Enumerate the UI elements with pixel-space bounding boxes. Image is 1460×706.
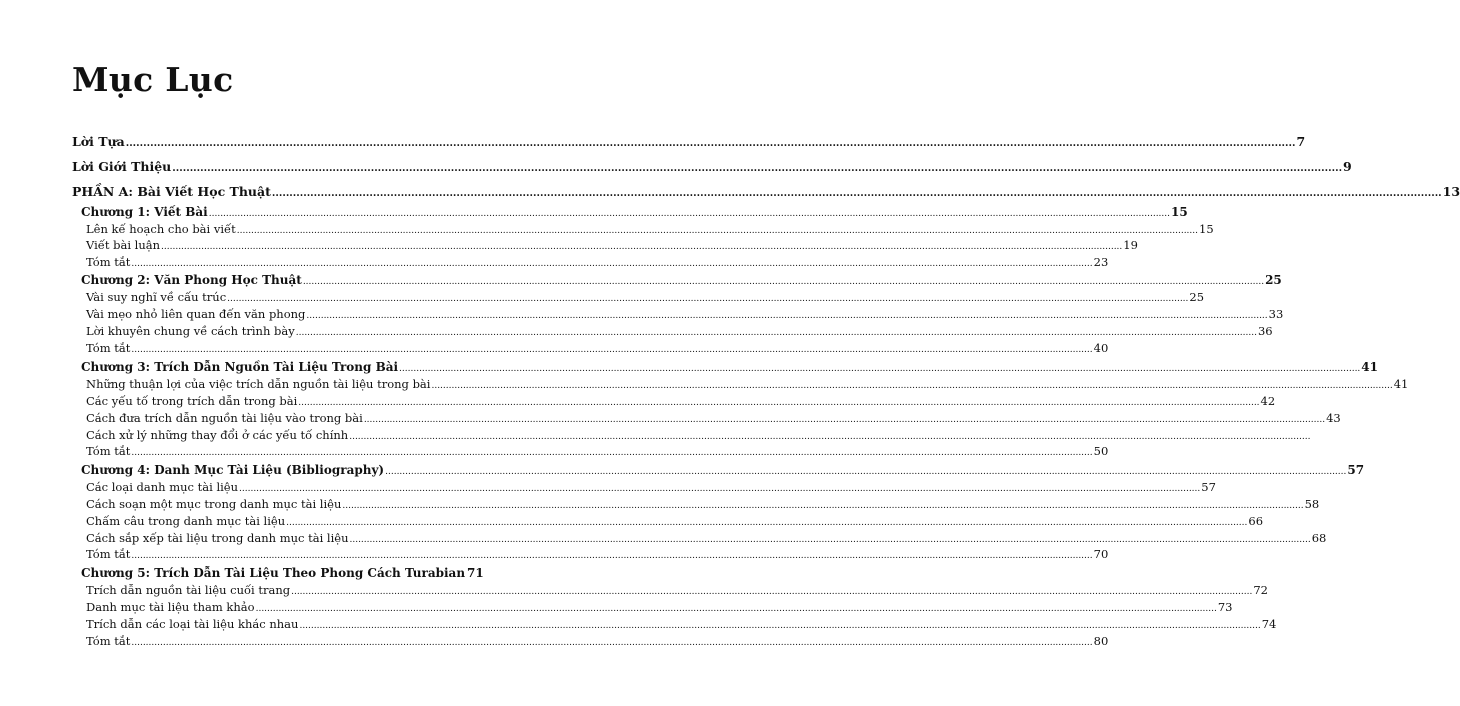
toc-entry-chapter-1[interactable] (81, 205, 1188, 219)
dot-leader (431, 377, 1392, 391)
dot-leader (172, 159, 1342, 174)
toc-entry-page: 36 (1257, 324, 1273, 338)
toc-entry-label: Chấm câu trong danh mục tài liệu (86, 514, 286, 528)
toc-entry-part-a[interactable] (72, 184, 1460, 199)
toc-entry-label: Lời khuyên chung về cách trình bày (86, 324, 295, 338)
page-title: Mục Lục (72, 60, 234, 99)
toc-entry-page: 19 (1123, 238, 1138, 252)
toc-entry-page: 15 (1199, 222, 1214, 236)
dot-leader (131, 255, 1092, 269)
toc-entry-section[interactable] (86, 307, 1284, 321)
dot-leader (227, 290, 1188, 304)
toc-entry-page: 43 (1326, 411, 1341, 425)
toc-entry-section[interactable] (86, 255, 1109, 269)
dot-leader (399, 360, 1360, 374)
dot-leader (364, 411, 1325, 425)
toc-entry-page: 7 (1296, 134, 1306, 149)
toc-entry-chapter-5[interactable] (81, 566, 484, 580)
toc-entry-section[interactable] (86, 394, 1276, 408)
toc-entry-label: Cách xử lý những thay đổi ở các yếu tố chính (86, 428, 349, 442)
toc-entry-label: Lên kế hoạch cho bài viết (86, 222, 236, 236)
toc-entry-label: Tóm tắt (86, 634, 131, 648)
dot-leader (131, 547, 1092, 561)
toc-entry-page: 74 (1261, 617, 1277, 631)
dot-leader (296, 324, 1257, 338)
toc-entry-label: Chương 1: Viết Bài (81, 205, 208, 219)
toc-entry-section[interactable] (86, 514, 1264, 528)
toc-entry-label: Chương 3: Trích Dẫn Nguồn Tài Liệu Trong Bài (81, 360, 399, 374)
toc-entry-label: Viết bài luận (86, 238, 161, 252)
toc-entry-section[interactable] (86, 480, 1216, 494)
toc-entry-section[interactable] (86, 222, 1214, 236)
toc-entry-chapter-4[interactable] (81, 463, 1365, 477)
toc-entry-label: Cách soạn một mục trong danh mục tài liệu (86, 497, 342, 511)
toc-entry-label: Cách đưa trích dẫn nguồn tài liệu vào trong bài (86, 411, 363, 425)
dot-leader (272, 184, 1442, 199)
toc-entry-label: Vài suy nghĩ về cấu trúc (86, 290, 227, 304)
toc-entry-page: 73 (1217, 600, 1233, 614)
dot-leader (131, 444, 1092, 458)
toc-entry-label: Những thuận lợi của việc trích dẫn nguồn tài liệu trong bài (86, 377, 431, 391)
toc-entry-page: 15 (1171, 205, 1188, 219)
toc-entry-label: Tóm tắt (86, 341, 131, 355)
toc-entry-label: Chương 4: Danh Mục Tài Liệu (Bibliography) (81, 463, 385, 477)
dot-leader (306, 307, 1267, 321)
toc-entry-page: 23 (1093, 255, 1109, 269)
toc-entry-label: Vài mẹo nhỏ liên quan đến văn phong (86, 307, 306, 321)
toc-entry-label: Trích dẫn các loại tài liệu khác nhau (86, 617, 299, 631)
toc-entry-section[interactable] (86, 428, 471, 442)
toc-entry-label: Tóm tắt (86, 444, 131, 458)
toc-entry-label: Chương 2: Văn Phong Học Thuật (81, 273, 302, 287)
toc-entry-section[interactable] (86, 531, 1327, 545)
dot-leader (298, 394, 1259, 408)
toc-entry-section[interactable] (86, 324, 1273, 338)
dot-leader (126, 134, 1296, 149)
toc-entry-page: 41 (1361, 360, 1378, 374)
toc-entry-page: 25 (1265, 273, 1282, 287)
dot-leader (303, 273, 1264, 287)
toc-entry-page: 80 (1093, 634, 1109, 648)
toc-entry-chapter-2[interactable] (81, 273, 1282, 287)
toc-entry-page: 50 (1093, 444, 1109, 458)
toc-entry-section[interactable] (86, 497, 1320, 511)
toc-entry-page: 58 (1304, 497, 1320, 511)
dot-leader (299, 617, 1260, 631)
dot-leader (256, 600, 1217, 614)
toc-entry-label: Chương 5: Trích Dẫn Tài Liệu Theo Phong Cách Turabian (81, 566, 466, 580)
toc-entry-label: Lời Giới Thiệu (72, 159, 172, 174)
toc-entry-page: 41 (1393, 377, 1409, 391)
toc-entry-section[interactable] (86, 411, 1341, 425)
dot-leader (237, 222, 1198, 236)
toc-entry-label: Trích dẫn nguồn tài liệu cuối trang (86, 583, 291, 597)
toc-entry-page: 66 (1248, 514, 1264, 528)
dot-leader (291, 583, 1252, 597)
toc-entry-page: 57 (1201, 480, 1216, 494)
toc-entry-page: 33 (1268, 307, 1284, 321)
toc-entry-page: 68 (1311, 531, 1327, 545)
toc-entry-label: Tóm tắt (86, 255, 131, 269)
toc-entry-section[interactable] (86, 617, 1277, 631)
toc-entry-section[interactable] (86, 377, 1409, 391)
dot-leader (349, 531, 1310, 545)
dot-leader (131, 634, 1092, 648)
toc-entry-label: Cách sắp xếp tài liệu trong danh mục tài liệu (86, 531, 349, 545)
dot-leader (209, 205, 1170, 219)
toc-entry-page: 40 (1093, 341, 1109, 355)
toc-entry-label: Lời Tựa (72, 134, 125, 149)
dot-leader (131, 341, 1092, 355)
dot-leader (385, 463, 1346, 477)
toc-entry-section[interactable] (86, 600, 1233, 614)
toc-entry-section[interactable] (86, 290, 1205, 304)
toc-entry-page: 71 (467, 566, 484, 580)
toc-entry-chapter-3[interactable] (81, 360, 1378, 374)
toc-entry-page: 9 (1343, 159, 1352, 174)
toc-entry-page: 25 (1189, 290, 1205, 304)
toc-entry-page: 42 (1260, 394, 1276, 408)
toc-entry-page: 57 (1347, 463, 1365, 477)
dot-leader (161, 238, 1122, 252)
dot-leader (349, 428, 1310, 442)
toc-entry-label: Các yếu tố trong trích dẫn trong bài (86, 394, 298, 408)
toc-entry-section[interactable] (86, 547, 1109, 561)
toc-entry-label: Tóm tắt (86, 547, 131, 561)
toc-entry-label: Danh mục tài liệu tham khảo (86, 600, 255, 614)
dot-leader (239, 480, 1200, 494)
toc-entry-introduction[interactable] (72, 159, 1352, 174)
toc-entry-section[interactable] (86, 634, 1109, 648)
dot-leader (342, 497, 1303, 511)
toc-entry-page: 13 (1442, 184, 1460, 199)
toc-entry-page: 70 (1093, 547, 1109, 561)
toc-entry-page: 72 (1253, 583, 1268, 597)
toc-entry-section[interactable] (86, 238, 1138, 252)
dot-leader (286, 514, 1247, 528)
toc-entry-section[interactable] (86, 341, 1109, 355)
toc-entry-preface[interactable] (72, 134, 1306, 149)
toc-entry-label: Các loại danh mục tài liệu (86, 480, 239, 494)
toc-entry-label: PHẦN A: Bài Viết Học Thuật (72, 184, 271, 199)
toc-entry-section[interactable] (86, 583, 1268, 597)
toc-entry-section[interactable] (86, 444, 1109, 458)
